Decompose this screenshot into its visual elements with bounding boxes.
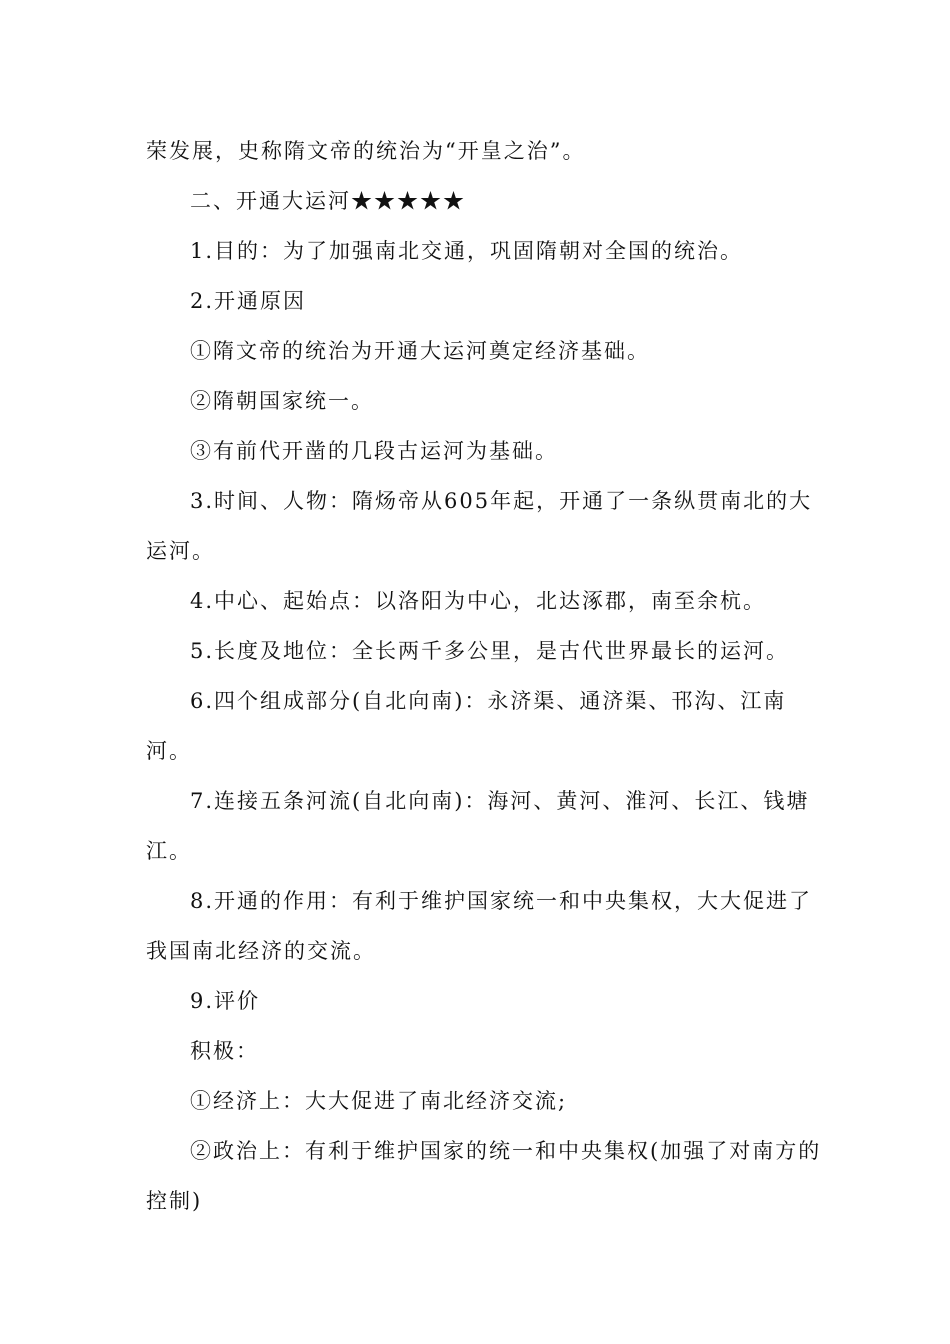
text-line: 7.连接五条河流(自北向南)：海河、黄河、淮河、长江、钱塘: [190, 789, 810, 813]
text-line: 控制): [146, 1189, 203, 1213]
text-line: 我国南北经济的交流。: [146, 939, 376, 963]
text-line: 荣发展，史称隋文帝的统治为“开皇之治”。: [146, 139, 586, 163]
text-line: 8.开通的作用：有利于维护国家统一和中央集权，大大促进了: [190, 889, 813, 913]
text-line: 9.评价: [190, 989, 261, 1013]
text-line: ③有前代开凿的几段古运河为基础。: [190, 439, 558, 463]
text-line: 5.长度及地位：全长两千多公里，是古代世界最长的运河。: [190, 639, 790, 663]
text-line: ②政治上：有利于维护国家的统一和中央集权(加强了对南方的: [190, 1139, 822, 1163]
section-heading: 二、开通大运河★★★★★: [190, 189, 466, 213]
text-line: 3.时间、人物：隋炀帝从605年起，开通了一条纵贯南北的大: [190, 489, 813, 513]
text-line: 运河。: [146, 539, 215, 563]
text-line: ①隋文帝的统治为开通大运河奠定经济基础。: [190, 339, 650, 363]
text-line: 河。: [146, 739, 192, 763]
text-line: 2.开通原因: [190, 289, 307, 313]
text-line: 4.中心、起始点：以洛阳为中心，北达涿郡，南至余杭。: [190, 589, 767, 613]
text-line: 积极：: [190, 1039, 259, 1063]
text-line: ②隋朝国家统一。: [190, 389, 374, 413]
text-line: 1.目的：为了加强南北交通，巩固隋朝对全国的统治。: [190, 239, 744, 263]
text-line: ①经济上：大大促进了南北经济交流;: [190, 1089, 568, 1113]
text-line: 江。: [146, 839, 192, 863]
text-line: 6.四个组成部分(自北向南)：永济渠、通济渠、邗沟、江南: [190, 689, 787, 713]
